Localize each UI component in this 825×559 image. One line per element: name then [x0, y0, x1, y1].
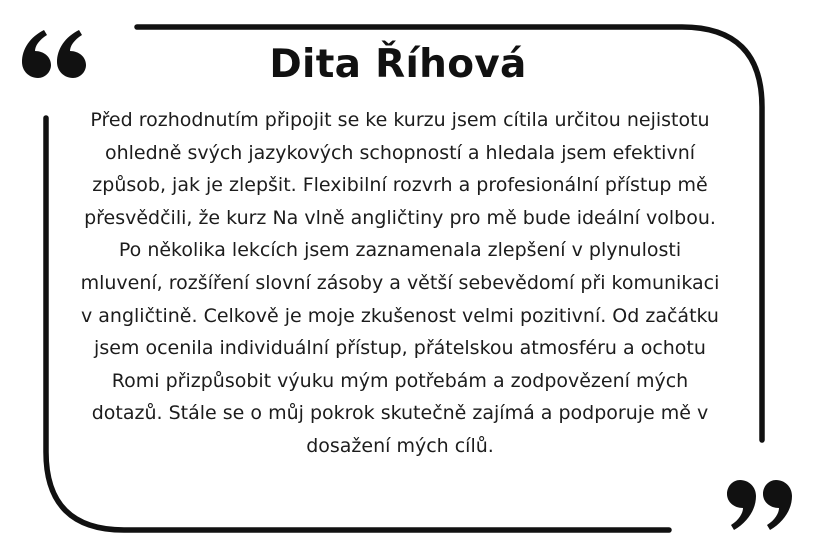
testimonial-text: Před rozhodnutím připojit se ke kurzu jsem cítila určitou nejistotu ohledně svých jazykových schopností a hledala jsem efektivní způsob, jak je zlepšit. Flexibilní rozvrh a profesionální přístup mě přesvědčili, že kurz Na vlně angličtiny pro mě bude ideální volbou. Po několika lekcích jsem zaznamenala zlepšení v plynulosti mluvení, rozšíření slovní zásoby a větší sebevědomí při komunikaci v angličtině. Celkově je moje zkušenost velmi pozitivní. Od začátku jsem ocenila individuální přístup, přátelskou atmosféru a ochotu Romi přizpůsobit výuku mým potřebám a zodpovězení mých dotazů. Stále se o můj pokrok skutečně zajímá a podporuje mě v dosažení mých cílů. — [80, 109, 720, 457]
testimonial-author-name: Dita Říhová — [269, 42, 527, 87]
closing-quote-icon — [726, 480, 792, 530]
